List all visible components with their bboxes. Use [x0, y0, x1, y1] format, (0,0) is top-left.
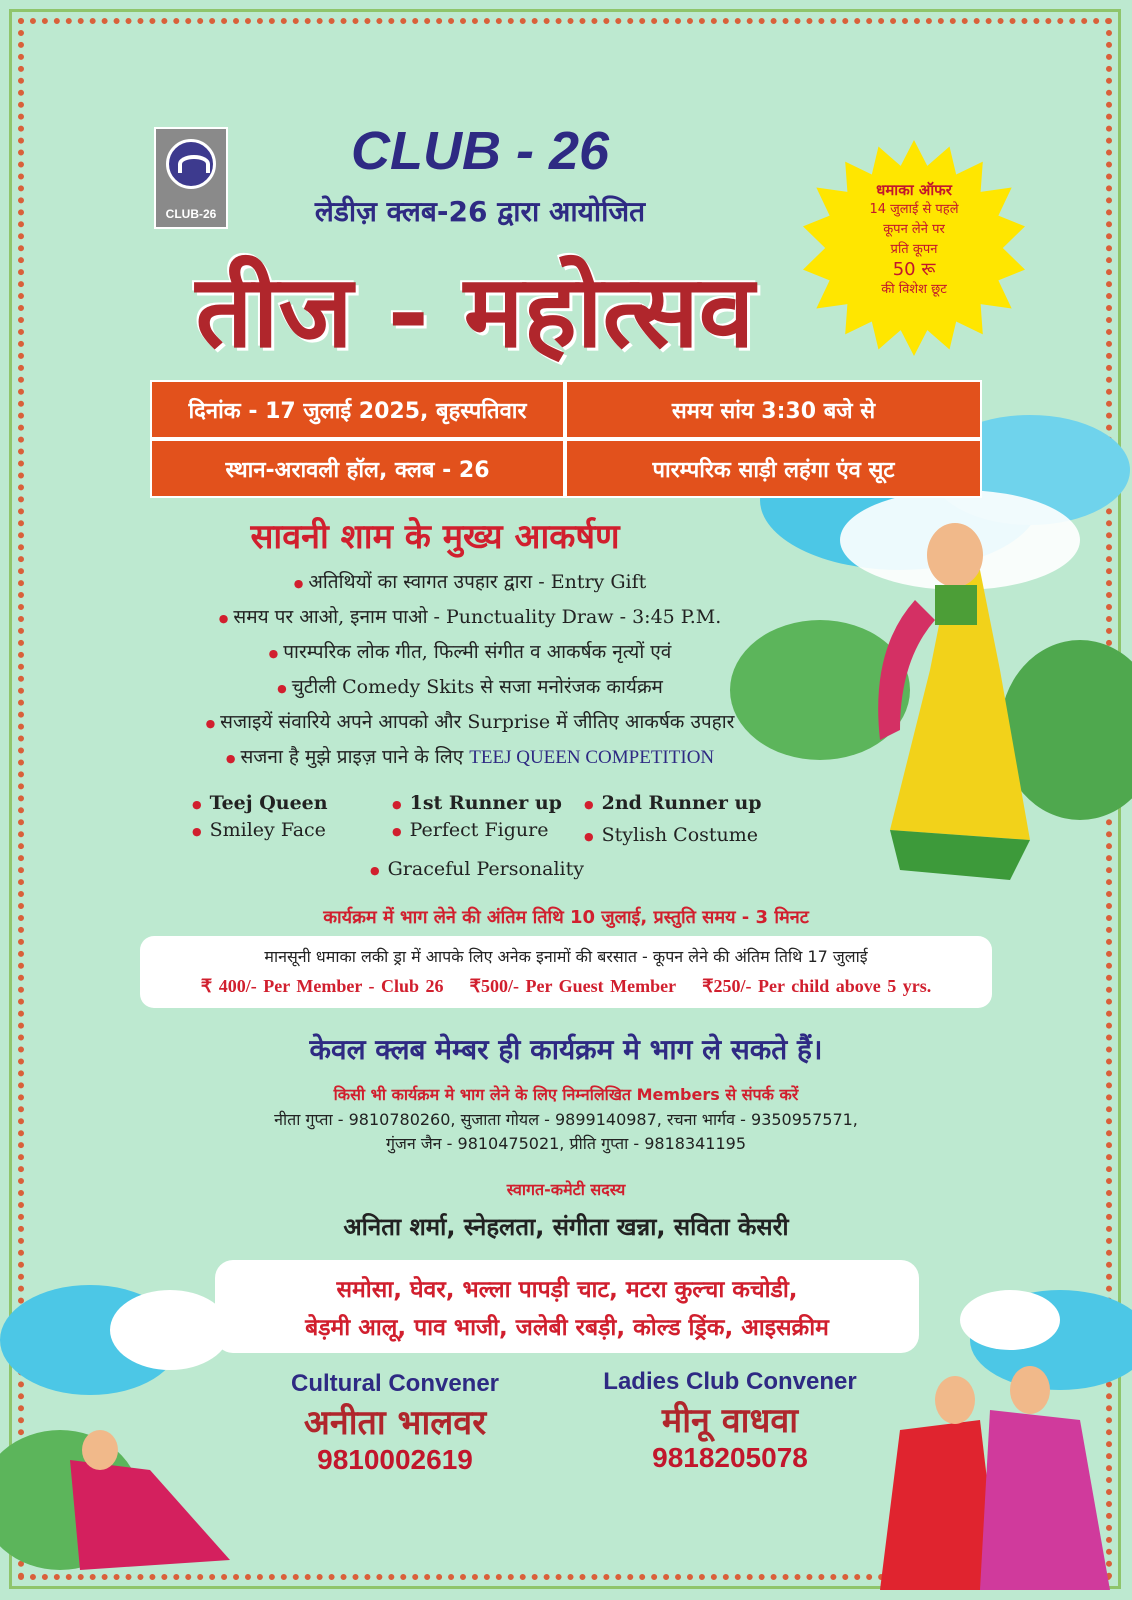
attraction-item: ● सजाइयें संवारिये अपने आपको और Surprise में जीतिए आकर्षक उपहार	[150, 708, 790, 743]
committee-heading: स्वागत-कमेटी सदस्य	[506, 1180, 626, 1199]
event-time: समय सांय 3:30 बजे से	[565, 380, 982, 439]
event-venue: स्थान-अरावली हॉल, क्लब - 26	[150, 439, 565, 498]
category-item: ● 2nd Runner up	[584, 792, 762, 814]
convener-role: Cultural Convener	[290, 1370, 500, 1397]
category-item: ● Perfect Figure	[392, 819, 548, 841]
offer-amount: 50 रू	[892, 259, 936, 280]
price-child: ₹250/- Per child above 5 yrs.	[702, 976, 932, 996]
cultural-convener	[270, 1370, 520, 1476]
event-info-grid	[150, 380, 982, 498]
lucky-draw-box	[140, 936, 992, 1008]
event-date: दिनांक - 17 जुलाई 2025, बृहस्पतिवार	[150, 380, 565, 439]
offer-text	[830, 180, 998, 300]
club-title: CLUB - 26	[350, 121, 610, 181]
club-logo-icon	[166, 139, 216, 189]
category-item: ● 1st Runner up	[392, 792, 562, 814]
category-item: ● Stylish Costume	[584, 824, 758, 846]
convener-name: मीनू वाधवा	[661, 1401, 799, 1441]
organizer-line: लेडीज़ क्लब-26 द्वारा आयोजित	[314, 195, 646, 228]
offer-line-1: धमाका ऑफर	[876, 181, 952, 199]
food-line-2: बेड़मी आलू, पाव भाजी, जलेबी रबड़ी, कोल्ड ड्रिंक, आइसक्रीम	[305, 1315, 829, 1341]
members-only-notice: केवल क्लब मेम्बर ही कार्यक्रम मे भाग ले सकते हैं।	[309, 1033, 823, 1066]
price-guest: ₹500/- Per Guest Member	[469, 976, 677, 996]
teej-queen-competition: TEEJ QUEEN COMPETITION	[469, 747, 715, 768]
attractions-heading: सावनी शाम के मुख्य आकर्षण	[250, 517, 620, 557]
committee-members: अनिता शर्मा, स्नेहलता, संगीता खन्ना, सविता केसरी	[343, 1213, 789, 1241]
offer-line-3: कूपन लेने पर	[883, 222, 945, 237]
convener-phone: 9818205078	[652, 1442, 808, 1473]
attractions-list	[150, 568, 790, 778]
attraction-item: ● समय पर आओ, इनाम पाओ - Punctuality Draw - 3:45 P.M.	[150, 603, 790, 638]
contact-line-2: गुंजन जैन - 9810475021, प्रीति गुप्ता - 9818341195	[385, 1134, 747, 1153]
offer-line-4: प्रति कूपन	[890, 242, 938, 257]
attraction-item: ● अतिथियों का स्वागत उपहार द्वारा - Entry Gift	[150, 568, 790, 603]
food-menu-box	[215, 1260, 919, 1353]
coupon-prices	[140, 976, 992, 997]
contact-line-1: नीता गुप्ता - 9810780260, सुजाता गोयल - 9899140987, रचना भार्गव - 9350957571,	[274, 1110, 858, 1129]
category-item: ● Graceful Personality	[370, 858, 584, 880]
attraction-item-teej-queen	[150, 743, 790, 778]
convener-phone: 9810002619	[317, 1444, 473, 1475]
offer-line-6: की विशेश छूट	[881, 282, 947, 297]
attraction-prefix: सजना है मुझे प्राइज़ पाने के लिए	[240, 746, 464, 768]
event-title: तीज - महोत्सव	[195, 252, 755, 370]
convener-name: अनीता भालवर	[303, 1403, 487, 1443]
price-member: ₹ 400/- Per Member - Club 26	[200, 976, 444, 996]
attraction-item: ● चुटीली Comedy Skits से सजा मनोरंजक कार्यक्रम	[150, 673, 790, 708]
ladies-club-convener	[580, 1368, 880, 1474]
logo-text: CLUB-26	[165, 207, 217, 221]
convener-role: Ladies Club Convener	[603, 1368, 857, 1395]
category-item: ● Teej Queen	[192, 792, 328, 814]
dress-code: पारम्परिक साड़ी लहंगा एंव सूट	[565, 439, 982, 498]
food-line-1: समोसा, घेवर, भल्ला पापड़ी चाट, मटरा कुल्चा कचोडी,	[336, 1277, 798, 1303]
offer-line-2: 14 जुलाई से पहले	[869, 202, 959, 217]
contact-heading: किसी भी कार्यक्रम मे भाग लेने के लिए निम्नलिखित Members से संपर्क करें	[333, 1085, 799, 1104]
attraction-item: ● पारम्परिक लोक गीत, फिल्मी संगीत व आकर्षक नृत्यों एवं	[150, 638, 790, 673]
lucky-draw-text: मानसूनी धमाका लकी ड्रा में आपके लिए अनेक इनामों की बरसात - कूपन लेने की अंतिम तिथि 17 जुलाई	[264, 947, 868, 966]
category-item: ● Smiley Face	[192, 819, 326, 841]
participation-deadline: कार्यक्रम में भाग लेने की अंतिम तिथि 10 जुलाई, प्रस्तुति समय - 3 मिनट	[323, 907, 809, 928]
club-logo	[154, 127, 228, 229]
